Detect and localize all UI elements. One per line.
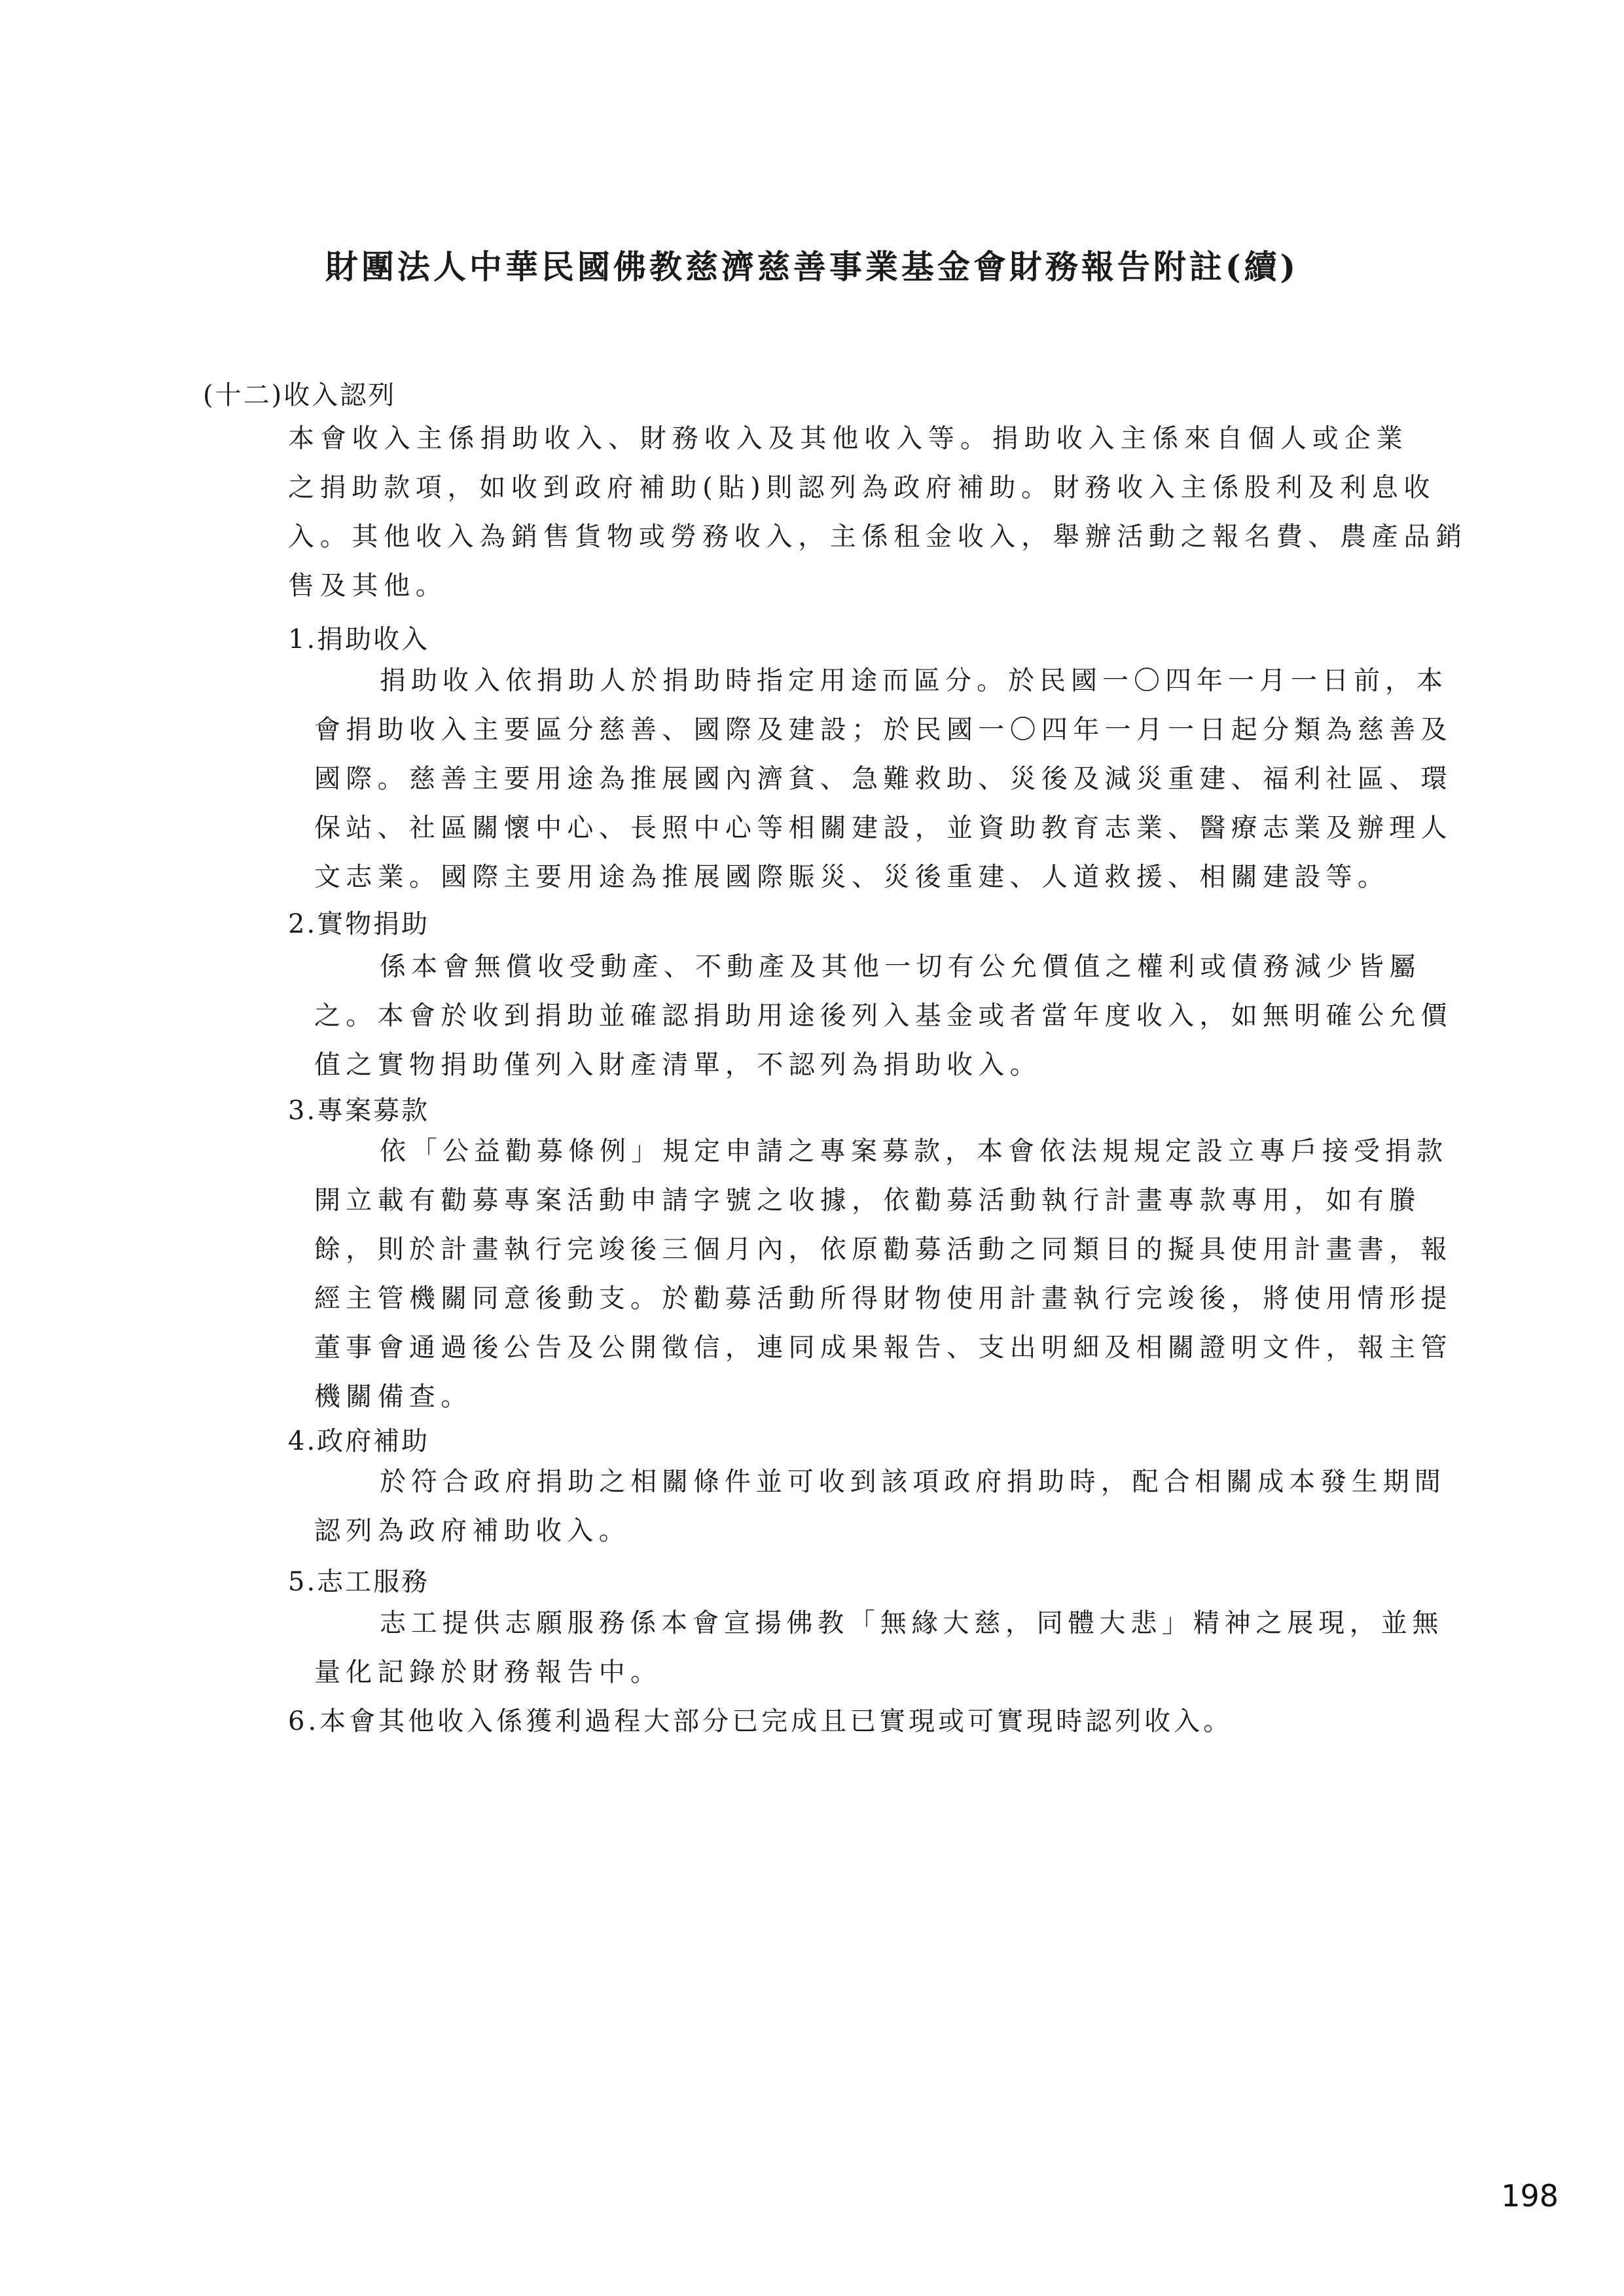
item-line: 文志業。國際主要用途為推展國際賑災、災後重建、人道救援、相關建設等。 [314,862,1390,892]
item-heading: 5.志工服務 [288,1567,430,1597]
item-line: 餘，則於計畫執行完竣後三個月內，依原勸募活動之同類目的擬具使用計畫書，報 [314,1234,1453,1265]
intro-line: 入。其他收入為銷售貨物或勞務收入，主係租金收入，舉辦活動之報名費、農產品銷 [288,522,1468,552]
document-title: 財團法人中華民國佛教慈濟慈善事業基金會財務報告附註(續) [325,247,1299,286]
item-paragraph [314,656,1453,902]
intro-line: 之捐助款項，如收到政府補助(貼)則認列為政府補助。財務收入主係股利及利息收 [288,473,1436,503]
intro-line: 本會收入主係捐助收入、財務收入及其他收入等。捐助收入主係來自個人或企業 [288,423,1409,454]
item-line: 依「公益勸募條例」規定申請之專案募款，本會依法規規定設立專戶接受捐款 [380,1136,1448,1166]
item-line: 於符合政府捐助之相關條件並可收到該項政府捐助時，配合相關成本發生期間 [380,1467,1446,1497]
item-heading: 3.專案募款 [288,1096,430,1126]
item-line: 認列為政府補助收入。 [314,1516,630,1546]
item-line: 保站、社區關懷中心、長照中心等相關建設，並資助教育志業、醫療志業及辦理人 [314,813,1453,843]
item-line: 國際。慈善主要用途為推展國內濟貧、急難救助、災後及減災重建、福利社區、環 [314,764,1453,794]
item-line: 之。本會於收到捐助並確認捐助用途後列入基金或者當年度收入，如無明確公允價 [314,1001,1453,1031]
item-line: 值之實物捐助僅列入財產清單，不認列為捐助收入。 [314,1050,1041,1080]
item-line: 係本會無償收受動產、不動產及其他一切有公允價值之權利或債務減少皆屬 [380,952,1421,982]
item-line: 會捐助收入主要區分慈善、國際及建設；於民國一〇四年一月一日起分類為慈善及 [314,715,1453,745]
item-paragraph [314,942,1453,1090]
item-line: 志工提供志願服務係本會宣揚佛教「無緣大慈，同體大悲」精神之展現，並無 [380,1608,1444,1638]
intro-paragraph [288,414,1409,463]
item-heading: 1.捐助收入 [288,624,430,655]
intro-paragraph-cont [288,463,1468,611]
item-line: 機關備查。 [314,1382,473,1412]
page-number: 198 [1501,2178,1559,2214]
item-heading: 6.本會其他收入係獲利過程大部分已完成且已實現或可實現時認列收入。 [288,1706,1233,1736]
item-line: 量化記錄於財務報告中。 [314,1657,662,1687]
item-line: 開立載有勸募專案活動申請字號之收據，依勸募活動執行計畫專款專用，如有賸 [314,1185,1421,1215]
section-heading: (十二)收入認列 [203,380,397,410]
intro-line: 售及其他。 [288,571,448,601]
item-heading: 4.政府補助 [288,1426,430,1456]
item-heading: 2.實物捐助 [288,909,430,939]
item-paragraph [314,1599,1443,1697]
item-paragraph [314,1127,1453,1422]
item-line: 董事會通過後公告及公開徵信，連同成果報告、支出明細及相關證明文件，報主管 [314,1333,1453,1363]
item-paragraph [314,1458,1446,1556]
item-line: 經主管機關同意後動支。於勸募活動所得財物使用計畫執行完竣後，將使用情形提 [314,1283,1453,1314]
item-line: 捐助收入依捐助人於捐助時指定用途而區分。於民國一〇四年一月一日前，本 [380,666,1448,696]
